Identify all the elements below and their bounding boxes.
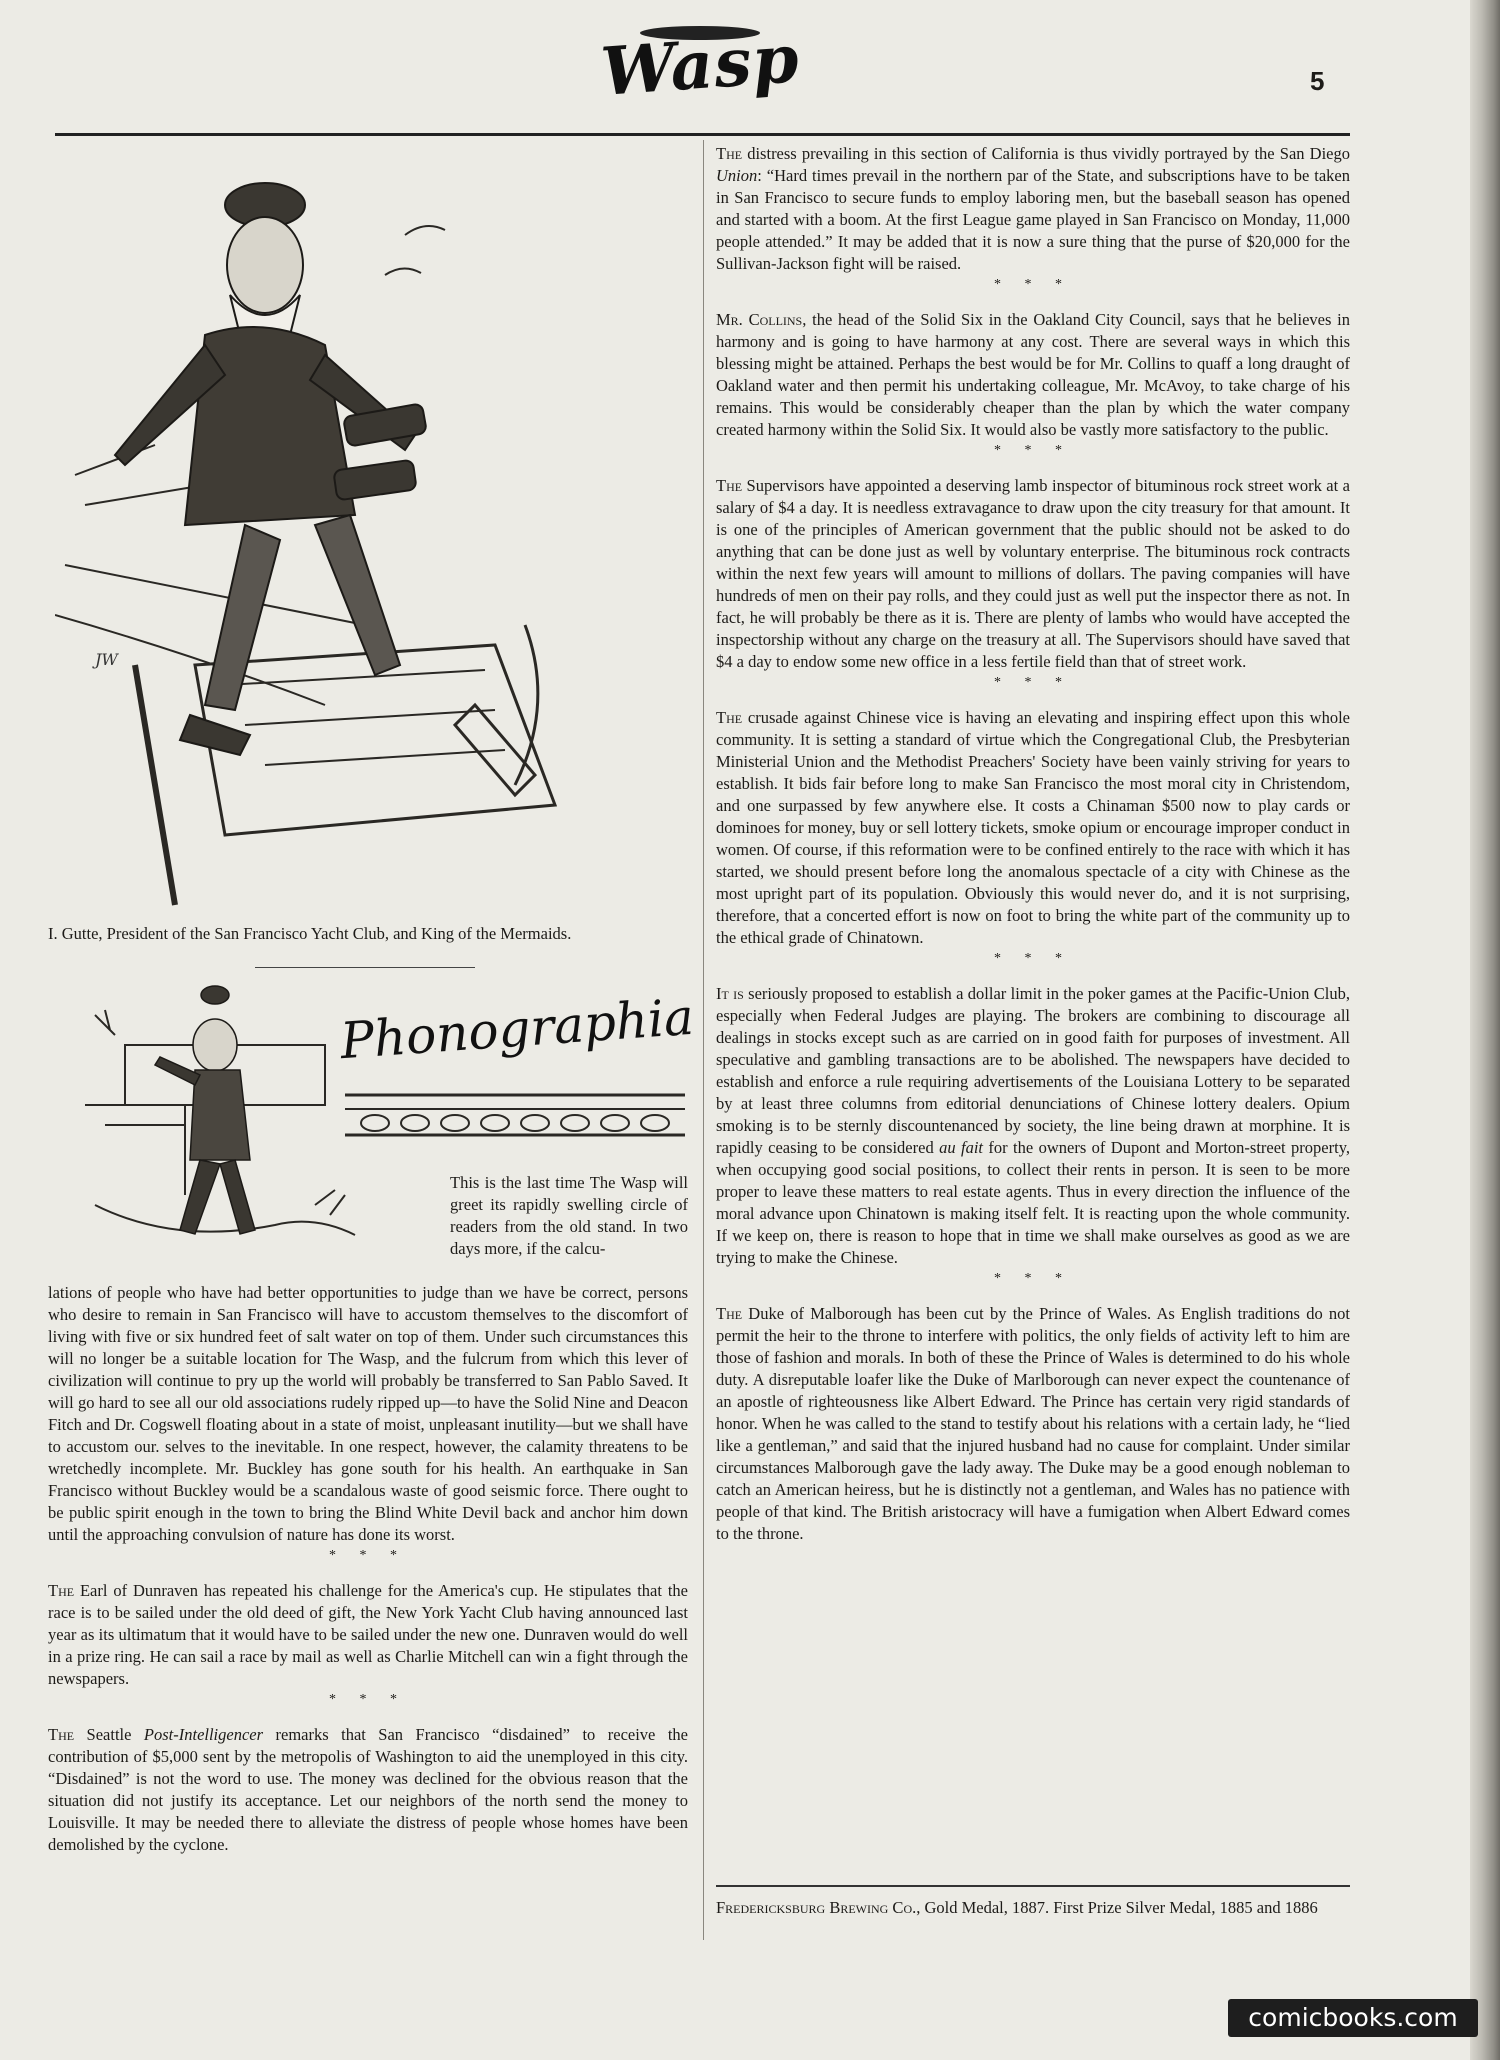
editorial-paragraph <box>716 475 1350 673</box>
section-separator: * * * <box>994 675 1072 690</box>
phonographia-heading: Phonographia <box>338 987 696 1071</box>
newspaper-name: Post-Intelligencer <box>143 1725 264 1744</box>
editorial-paragraph <box>48 1724 688 1856</box>
paragraph-text: seriously proposed to establish a dollar limit in the poker games at the Pacific-Union Club, especially when Federal Judges are playing. The brokers are combining to discourage all dealings in stocks except such as are carried on in good faith for purposes of investment. All speculative and gambling transactions are to be abolished. The newspapers have decided to establish and enforce a rule requiring advertisements of the Louisiana Lottery to be separated by at least three columns from editorial denunciations of Chinese lottery dealers. Opium smoking is to be sternly discountenanced by society, the line being drawn at morphine. It is rapidly ceasing to be considered <box>716 984 1350 1157</box>
paragraph-lead: The <box>716 1304 743 1323</box>
editorial-paragraph <box>716 1303 1350 1545</box>
source-watermark: comicbooks.com <box>1228 1999 1478 2037</box>
masthead-title: Wasp <box>598 19 802 111</box>
newspaper-name: Union <box>716 166 758 185</box>
section-separator: * * * <box>329 1548 407 1563</box>
illustration-caption: I. Gutte, President of the San Francisco Yacht Club, and King of the Mermaids. <box>48 924 572 943</box>
paragraph-lead: The <box>716 144 743 163</box>
paragraph-text: Supervisors have appointed a deserving lamb inspector of bituminous rock street work at a salary of $4 a day. It is needless extravagance to draw upon the city treasury for that amount. It is one of the principles of American government that the public should not be asked to do anything that can be done just as well by voluntary enterprise. The bituminous rock contracts within the next few years will amount to millions of dollars. The paving companies will have hundreds of men on their pay rolls, and they could just as well put the inspector there as not. In fact, he will probably be there as it is. There are plenty of lambs who would have accepted the inspectorship without any charge on the treasury at all. The Supervisors should have saved that $4 a day to endow some new office in a less fertile field than that of street work. <box>716 476 1350 671</box>
editorial-paragraph <box>716 143 1350 275</box>
caption-divider <box>255 967 475 968</box>
paragraph-lead: The <box>48 1725 75 1744</box>
editorial-paragraph <box>716 707 1350 949</box>
book-spine-edge <box>1470 0 1500 2060</box>
phonographia-intro-continued: lations of people who have had better opportunities to judge than we have be correct, persons who desire to remain in San Francisco will have to accustom themselves to the discomfort of living with five or six hundred feet of salt water on top of them. Under such circumstances this will no longer be a suitable location for The Wasp, and the fulcrum from which this lever of civilization will continue to pry up the world will probably be transferred to San Pablo Saved. It will go hard to see all our old associations rudely ripped up—to have the Solid Nine and Deacon Fitch and Dr. Cogswell floating about in a state of moist, unpleasant inutility—but we shall have to accustom our. selves to the inevitable. In one respect, however, the calamity threatens to be wretchedly incomplete. Mr. Buckley has gone south for his health. An earthquake in San Francisco without Buckley would be a scandalous waste of good seismic force. There ought to be public spirit enough in the town to bring the Blind White Devil back and anchor him down until the approaching convulsion of nature has done its worst. <box>48 1283 688 1544</box>
paragraph-text: crusade against Chinese vice is having an elevating and inspiring effect upon this whole community. It is setting a standard of virtue which the Congregational Club, the Presbyterian Ministerial Union and the Methodist Preachers' Society have been vainly striving for years to establish. It bids fair before long to make San Francisco the most moral city in Christendom, and one surpassed by few anywhere else. It costs a Chinaman $500 now to play cards or dominoes for money, buy or sell lottery tickets, smoke opium or encourage improper conduct in women. Of course, if this reformation were to be confined entirely to the race with which it has started, we should present before long the anomalous spectacle of a city with Chinese as the most upright part of its population. Obviously this would never do, and it is not surprising, therefore, that a concerted effort is now on foot to bring the white part of the community up to the ethical grade of Chinatown. <box>716 708 1350 947</box>
editorial-paragraph <box>716 309 1350 441</box>
advertisement-body: , Gold Medal, 1887. First Prize Silver Medal, 1885 and 1886 <box>916 1898 1318 1917</box>
paragraph-text: distress prevailing in this section of California is thus vividly portrayed by the San Diego <box>742 144 1350 163</box>
brewing-advertisement <box>716 1885 1350 1919</box>
editorial-paragraph <box>48 1580 688 1690</box>
paragraph-lead: The <box>716 708 743 727</box>
column-divider <box>703 140 704 1940</box>
paragraph-lead: Mr. Collins <box>716 310 803 329</box>
section-separator: * * * <box>994 443 1072 458</box>
yacht-club-cartoon-illustration <box>55 145 695 920</box>
section-separator: * * * <box>994 951 1072 966</box>
section-separator: * * * <box>329 1692 407 1707</box>
paragraph-text: : “Hard times prevail in the northern par of the State, and subscriptions have to be taken in San Francisco to secure funds to employ laboring men, but the baseball season has opened and started with a boom. At the first League game played in San Francisco on Monday, 11,000 people attended.” It may be added that it is now a sure thing that the purse of $20,000 for the Sullivan-Jackson fight will be raised. <box>716 166 1350 273</box>
paragraph-text: , the head of the Solid Six in the Oakland City Council, says that he believes in harmony and is going to have harmony at any cost. There are several ways in which this blessing might be attained. Perhaps the best would be for Mr. Collins to quaff a long draught of Oakland water and then permit his undertaking colleague, Mr. McAvoy, to take charge of his remains. This would be considerably cheaper than the plan by which the water company created harmony within the Solid Six. It would also be vastly more satisfactory to the public. <box>716 310 1350 439</box>
advertisement-text <box>716 1897 1350 1919</box>
masthead <box>600 20 800 130</box>
editorial-paragraph <box>716 983 1350 1269</box>
foreign-phrase: au fait <box>939 1138 983 1157</box>
page-number: 5 <box>1310 66 1325 96</box>
paragraph-text: Earl of Dunraven has repeated his challenge for the America's cup. He stipulates that the race is to be sailed under the old deed of gift, the New York Yacht Club having announced last year as its ultimatum that it would have to be sailed under the new one. Dunraven would do well in a prize ring. He can sail a race by mail as well as Charlie Mitchell can win a fight through the newspapers. <box>48 1581 688 1688</box>
paragraph-text: Seattle <box>74 1725 144 1744</box>
svg-text:JW: JW <box>95 650 118 669</box>
paragraph-text: for the owners of Dupont and Morton-street property, when occupying good social positions, to collect their rents in person. It is seen to be more proper to leave these matters to real estate agents. Thus in every direction the influence of the moral advance upon Chinatown is making itself felt. It is reacting upon the whole community. If we keep on, there is reason to hope that in time we shall make ourselves as good as we are trying to make the Chinese. <box>716 1138 1350 1267</box>
advertiser-name: Fredericksburg Brewing Co. <box>716 1898 917 1917</box>
section-separator: * * * <box>994 1271 1072 1286</box>
paragraph-lead: The <box>48 1581 75 1600</box>
header-rule <box>55 133 1350 136</box>
paragraph-text: Duke of Malborough has been cut by the Prince of Wales. As English traditions do not permit the heir to the throne to interfere with politics, the only fields of activity left to him are those of fashion and morals. In both of these the Prince of Wales is determined to do his whole duty. A disreputable loafer like the Duke of Marlborough can never expect the countenance of an apostle of righteousness like Albert Edward. The Prince has certain very rigid standards of honor. When he was called to the stand to testify about his relations with a certain lady, he “lied like a gentleman,” and said that the injured husband had no cause for complaint. Under similar circumstances Malborough gave the lady away. The Duke may be a good enough nobleman to catch an American heiress, but he is distinctly not a gentleman, and Wales has no patience with people of that kind. The British aristocracy will have a fumigation when Albert Edward comes to the throne. <box>716 1304 1350 1543</box>
paragraph-text: remarks that San Francisco “disdained” to receive the contribution of $5,000 sent by the metropolis of Washington to aid the unemployed in this city. “Disdained” is not the word to use. The money was declined for the obvious reason that the situation did not justify its acceptance. Let our neighbors of the north send the money to Louisville. It may be needed there to alleviate the distress of people whose homes have been demolished by the cyclone. <box>48 1725 689 1854</box>
section-separator: * * * <box>994 277 1072 292</box>
right-column-body <box>716 143 1350 1545</box>
phonographia-intro-lines: This is the last time The Wasp will greet its rapidly swelling circle of readers from the old stand. In two days more, if the calcu- <box>450 1173 688 1258</box>
left-column-body <box>48 1282 688 1856</box>
paragraph-lead: It is <box>716 984 744 1003</box>
paragraph-lead: The <box>716 476 743 495</box>
